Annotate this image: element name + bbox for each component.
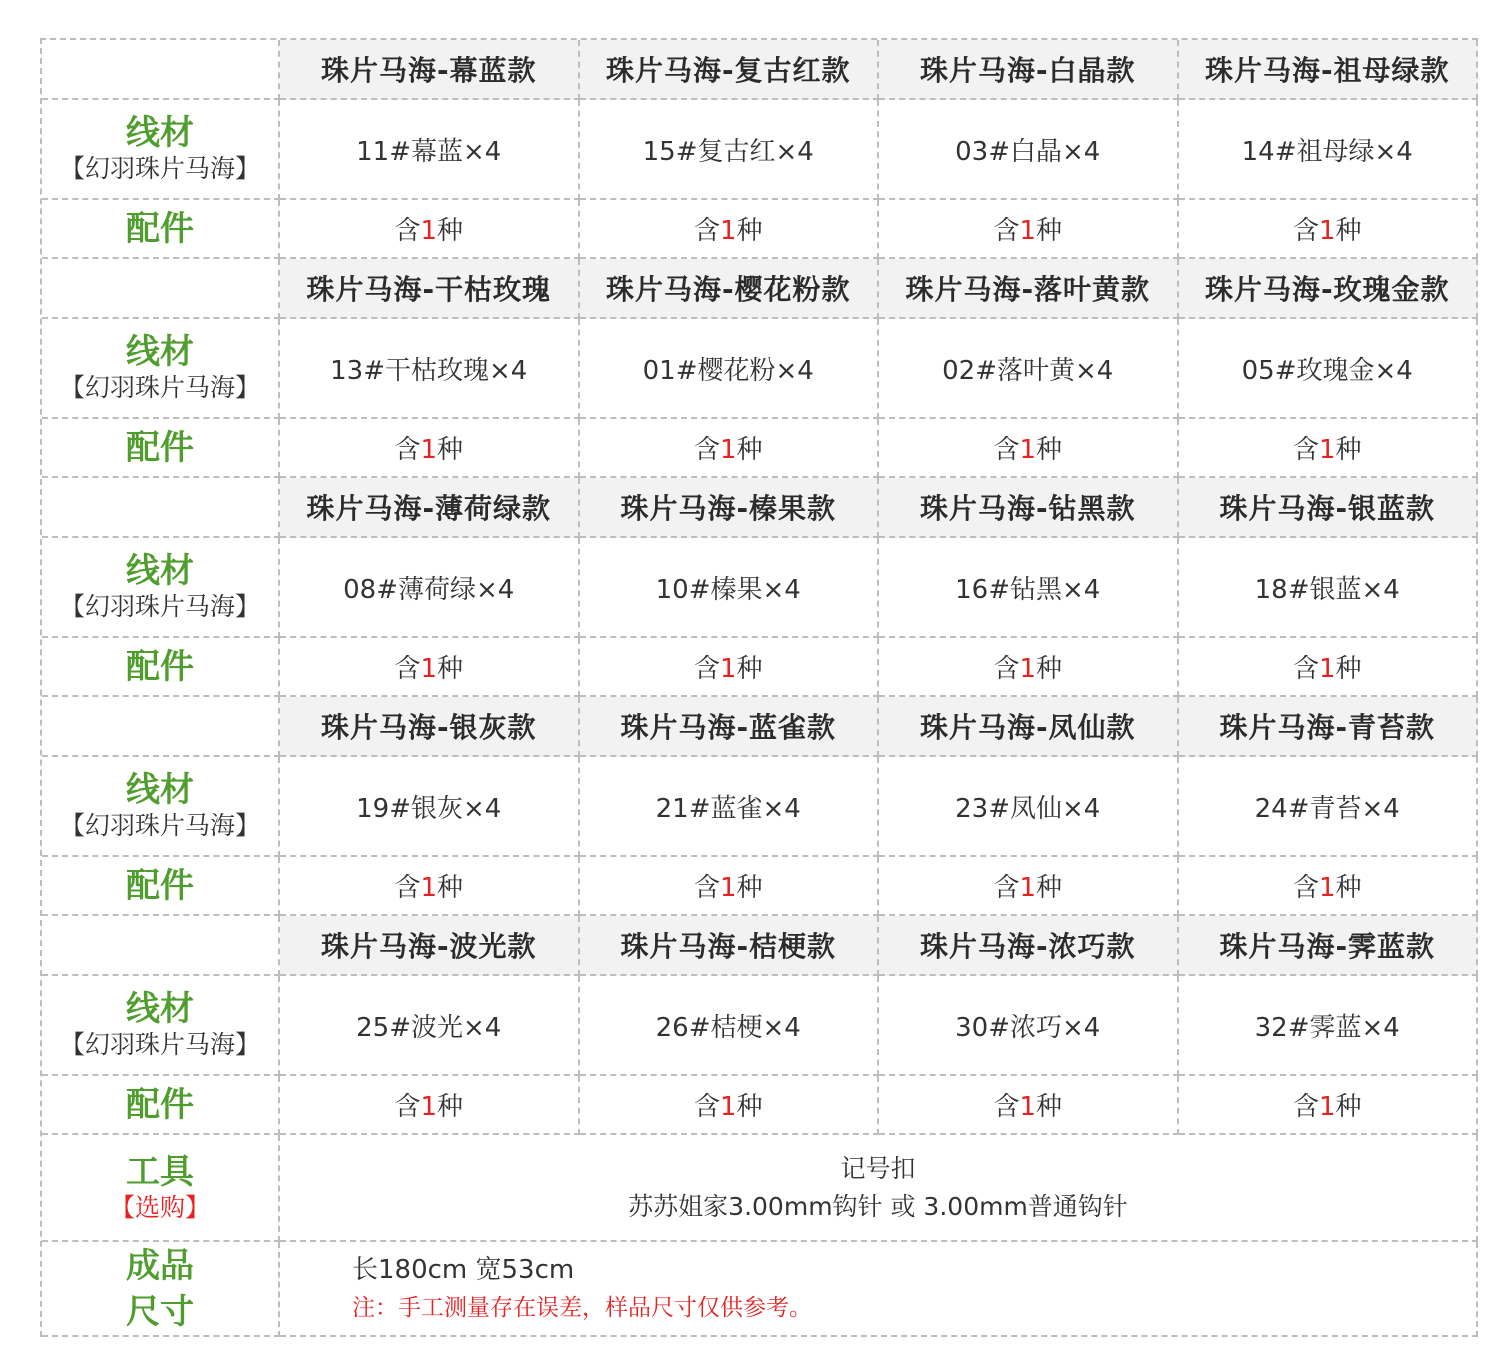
accessory-prefix: 含 — [993, 435, 1020, 465]
accessory-value — [394, 867, 463, 904]
thread-cell — [1179, 100, 1479, 200]
accessory-suffix: 种 — [1335, 873, 1362, 903]
accessory-count: 1 — [719, 1092, 737, 1122]
thread-row — [42, 319, 1478, 419]
accessory-suffix: 种 — [1036, 654, 1063, 684]
accessory-prefix: 含 — [1292, 216, 1319, 246]
thread-value: 13#干枯玫瑰×4 — [330, 355, 528, 386]
accessory-label: 配件 — [126, 427, 194, 468]
size-note: 注：手工测量存在误差，样品尺寸仅供参考。 — [352, 1294, 812, 1321]
accessory-prefix: 含 — [394, 873, 421, 903]
product-title: 珠片马海-蓝雀款 — [580, 697, 880, 757]
thread-cell — [580, 757, 880, 857]
accessory-label-cell — [42, 1076, 280, 1135]
tool-row — [42, 1135, 1478, 1242]
thread-value: 21#蓝雀×4 — [655, 793, 801, 824]
size-cell — [280, 1242, 1478, 1337]
accessory-prefix: 含 — [693, 435, 720, 465]
accessory-suffix: 种 — [736, 216, 763, 246]
product-title: 珠片马海-银灰款 — [280, 697, 580, 757]
accessory-row — [42, 419, 1478, 478]
accessory-value — [694, 648, 763, 685]
thread-cell — [280, 538, 580, 638]
accessory-cell — [879, 857, 1179, 916]
accessory-prefix: 含 — [993, 654, 1020, 684]
accessory-suffix: 种 — [1036, 216, 1063, 246]
accessory-count: 1 — [1318, 435, 1336, 465]
title-row — [42, 697, 1478, 757]
accessory-suffix: 种 — [437, 1092, 464, 1122]
thread-cell — [879, 976, 1179, 1076]
tool-label-cell — [42, 1135, 280, 1242]
accessory-cell — [280, 1076, 580, 1135]
thread-value: 02#落叶黄×4 — [942, 355, 1114, 386]
accessory-count: 1 — [719, 873, 737, 903]
empty-corner-cell — [42, 478, 280, 538]
accessory-row — [42, 638, 1478, 697]
accessory-cell — [1179, 200, 1479, 259]
title-row — [42, 259, 1478, 319]
size-label-cell — [42, 1242, 280, 1337]
thread-label-cell — [42, 757, 280, 857]
thread-cell — [879, 319, 1179, 419]
thread-cell — [580, 538, 880, 638]
thread-value: 25#波光×4 — [356, 1012, 502, 1043]
thread-cell — [280, 757, 580, 857]
accessory-count: 1 — [719, 435, 737, 465]
accessory-suffix: 种 — [437, 435, 464, 465]
accessory-count: 1 — [1019, 873, 1037, 903]
thread-cell — [280, 100, 580, 200]
accessory-cell — [580, 200, 880, 259]
tool-item-marker: 记号扣 — [840, 1153, 916, 1183]
size-row — [42, 1242, 1478, 1337]
tool-label: 工具 — [126, 1151, 194, 1192]
accessory-count: 1 — [1318, 654, 1336, 684]
thread-cell — [879, 100, 1179, 200]
accessory-cell — [580, 857, 880, 916]
accessory-cell — [1179, 857, 1479, 916]
product-title: 珠片马海-玫瑰金款 — [1179, 259, 1479, 319]
accessory-count: 1 — [719, 654, 737, 684]
thread-cell — [580, 100, 880, 200]
accessory-value — [694, 210, 763, 247]
thread-label: 线材 — [126, 770, 194, 810]
thread-row — [42, 976, 1478, 1076]
accessory-label: 配件 — [126, 646, 194, 687]
thread-label-cell — [42, 538, 280, 638]
accessory-cell — [879, 1076, 1179, 1135]
thread-value: 08#薄荷绿×4 — [343, 574, 515, 605]
thread-sublabel: 【幻羽珠片马海】 — [59, 1030, 260, 1059]
accessory-prefix: 含 — [693, 216, 720, 246]
product-title: 珠片马海-银蓝款 — [1179, 478, 1479, 538]
product-title: 珠片马海-幕蓝款 — [280, 40, 580, 100]
product-title: 珠片马海-白晶款 — [879, 40, 1179, 100]
product-title: 珠片马海-落叶黄款 — [879, 259, 1179, 319]
product-title: 珠片马海-浓巧款 — [879, 916, 1179, 976]
accessory-value — [1293, 648, 1362, 685]
thread-value: 16#钻黑×4 — [955, 574, 1101, 605]
accessory-count: 1 — [420, 654, 438, 684]
accessory-count: 1 — [420, 435, 438, 465]
thread-value: 14#祖母绿×4 — [1241, 136, 1413, 167]
accessory-value — [1293, 1086, 1362, 1123]
accessory-prefix: 含 — [993, 216, 1020, 246]
accessory-label: 配件 — [126, 208, 194, 249]
thread-label: 线材 — [126, 989, 194, 1029]
accessory-value — [394, 1086, 463, 1123]
accessory-suffix: 种 — [1036, 873, 1063, 903]
accessory-value — [993, 210, 1062, 247]
accessory-count: 1 — [1019, 1092, 1037, 1122]
accessory-prefix: 含 — [1292, 435, 1319, 465]
accessory-count: 1 — [420, 1092, 438, 1122]
accessory-suffix: 种 — [736, 873, 763, 903]
empty-corner-cell — [42, 40, 280, 100]
thread-value: 15#复古红×4 — [642, 136, 814, 167]
product-title: 珠片马海-复古红款 — [580, 40, 880, 100]
thread-row — [42, 757, 1478, 857]
accessory-count: 1 — [1019, 216, 1037, 246]
accessory-cell — [1179, 1076, 1479, 1135]
accessory-label-cell — [42, 200, 280, 259]
thread-row — [42, 100, 1478, 200]
accessory-count: 1 — [1318, 216, 1336, 246]
thread-cell — [879, 538, 1179, 638]
thread-value: 26#桔梗×4 — [655, 1012, 801, 1043]
accessory-suffix: 种 — [1335, 654, 1362, 684]
accessory-suffix: 种 — [1036, 1092, 1063, 1122]
accessory-prefix: 含 — [394, 1092, 421, 1122]
accessory-suffix: 种 — [437, 873, 464, 903]
accessory-prefix: 含 — [693, 654, 720, 684]
thread-value: 18#银蓝×4 — [1254, 574, 1400, 605]
accessory-suffix: 种 — [1335, 1092, 1362, 1122]
accessory-suffix: 种 — [1335, 216, 1362, 246]
accessory-value — [694, 867, 763, 904]
thread-value: 30#浓巧×4 — [955, 1012, 1101, 1043]
title-row — [42, 478, 1478, 538]
product-title: 珠片马海-樱花粉款 — [580, 259, 880, 319]
thread-label-cell — [42, 319, 280, 419]
thread-sublabel: 【幻羽珠片马海】 — [59, 592, 260, 621]
product-title: 珠片马海-薄荷绿款 — [280, 478, 580, 538]
accessory-prefix: 含 — [693, 1092, 720, 1122]
thread-row — [42, 538, 1478, 638]
thread-cell — [580, 976, 880, 1076]
accessory-cell — [280, 419, 580, 478]
product-title: 珠片马海-青苔款 — [1179, 697, 1479, 757]
tool-cell — [280, 1135, 1478, 1242]
accessory-count: 1 — [420, 216, 438, 246]
accessory-prefix: 含 — [693, 873, 720, 903]
accessory-value — [993, 1086, 1062, 1123]
thread-label: 线材 — [126, 113, 194, 153]
thread-cell — [1179, 976, 1479, 1076]
accessory-suffix: 种 — [437, 654, 464, 684]
thread-cell — [280, 976, 580, 1076]
accessory-count: 1 — [1318, 1092, 1336, 1122]
thread-cell — [1179, 538, 1479, 638]
thread-cell — [879, 757, 1179, 857]
accessory-value — [1293, 429, 1362, 466]
title-row — [42, 916, 1478, 976]
product-title: 珠片马海-祖母绿款 — [1179, 40, 1479, 100]
accessory-value — [694, 429, 763, 466]
thread-value: 01#樱花粉×4 — [642, 355, 814, 386]
size-content — [280, 1251, 1476, 1327]
accessory-cell — [879, 419, 1179, 478]
accessory-suffix: 种 — [736, 654, 763, 684]
accessory-value — [993, 867, 1062, 904]
accessory-suffix: 种 — [437, 216, 464, 246]
product-title: 珠片马海-凤仙款 — [879, 697, 1179, 757]
accessory-prefix: 含 — [394, 216, 421, 246]
thread-value: 11#幕蓝×4 — [356, 136, 502, 167]
thread-cell — [1179, 757, 1479, 857]
thread-cell — [280, 319, 580, 419]
tool-item-hook: 苏苏姐家3.00mm钩针 或 3.00mm普通钩针 — [628, 1191, 1128, 1221]
accessory-suffix: 种 — [1335, 435, 1362, 465]
accessory-label-cell — [42, 857, 280, 916]
accessory-label-cell — [42, 419, 280, 478]
empty-corner-cell — [42, 259, 280, 319]
accessory-cell — [280, 200, 580, 259]
product-title: 珠片马海-钻黑款 — [879, 478, 1179, 538]
thread-sublabel: 【幻羽珠片马海】 — [59, 154, 260, 183]
thread-label: 线材 — [126, 332, 194, 372]
accessory-count: 1 — [1019, 435, 1037, 465]
empty-corner-cell — [42, 916, 280, 976]
accessory-cell — [1179, 419, 1479, 478]
accessory-cell — [879, 638, 1179, 697]
accessory-row — [42, 857, 1478, 916]
accessory-cell — [1179, 638, 1479, 697]
product-title: 珠片马海-干枯玫瑰 — [280, 259, 580, 319]
accessory-suffix: 种 — [736, 1092, 763, 1122]
size-dimensions: 长180cm 宽53cm — [352, 1254, 575, 1285]
accessory-value — [993, 648, 1062, 685]
accessory-count: 1 — [1019, 654, 1037, 684]
accessory-label-cell — [42, 638, 280, 697]
empty-corner-cell — [42, 697, 280, 757]
accessory-prefix: 含 — [993, 873, 1020, 903]
product-spec-table — [40, 38, 1478, 1337]
accessory-prefix: 含 — [1292, 1092, 1319, 1122]
accessory-count: 1 — [719, 216, 737, 246]
accessory-suffix: 种 — [1036, 435, 1063, 465]
title-row — [42, 40, 1478, 100]
thread-value: 10#榛果×4 — [655, 574, 801, 605]
accessory-cell — [280, 638, 580, 697]
accessory-cell — [879, 200, 1179, 259]
accessory-label: 配件 — [126, 1084, 194, 1125]
accessory-prefix: 含 — [993, 1092, 1020, 1122]
accessory-value — [1293, 210, 1362, 247]
accessory-row — [42, 200, 1478, 259]
thread-value: 05#玫瑰金×4 — [1241, 355, 1413, 386]
thread-value: 03#白晶×4 — [955, 136, 1101, 167]
accessory-count: 1 — [420, 873, 438, 903]
accessory-count: 1 — [1318, 873, 1336, 903]
thread-label-cell — [42, 100, 280, 200]
accessory-cell — [580, 638, 880, 697]
accessory-cell — [280, 857, 580, 916]
product-title: 珠片马海-波光款 — [280, 916, 580, 976]
accessory-value — [394, 429, 463, 466]
thread-value: 24#青苔×4 — [1254, 793, 1400, 824]
size-label-line2: 尺寸 — [126, 1291, 194, 1332]
thread-sublabel: 【幻羽珠片马海】 — [59, 811, 260, 840]
accessory-label: 配件 — [126, 865, 194, 906]
accessory-value — [394, 210, 463, 247]
product-title: 珠片马海-桔梗款 — [580, 916, 880, 976]
thread-label-cell — [42, 976, 280, 1076]
tool-sublabel: 【选购】 — [109, 1192, 210, 1222]
accessory-prefix: 含 — [394, 435, 421, 465]
thread-value: 23#凤仙×4 — [955, 793, 1101, 824]
thread-label: 线材 — [126, 551, 194, 591]
accessory-prefix: 含 — [1292, 654, 1319, 684]
thread-value: 32#霁蓝×4 — [1254, 1012, 1400, 1043]
accessory-prefix: 含 — [394, 654, 421, 684]
accessory-value — [394, 648, 463, 685]
product-title: 珠片马海-榛果款 — [580, 478, 880, 538]
accessory-prefix: 含 — [1292, 873, 1319, 903]
accessory-value — [1293, 867, 1362, 904]
accessory-suffix: 种 — [736, 435, 763, 465]
accessory-value — [993, 429, 1062, 466]
thread-value: 19#银灰×4 — [356, 793, 502, 824]
thread-cell — [1179, 319, 1479, 419]
accessory-cell — [580, 419, 880, 478]
thread-cell — [580, 319, 880, 419]
size-label-line1: 成品 — [126, 1245, 194, 1286]
accessory-row — [42, 1076, 1478, 1135]
product-title: 珠片马海-霁蓝款 — [1179, 916, 1479, 976]
thread-sublabel: 【幻羽珠片马海】 — [59, 373, 260, 402]
accessory-value — [694, 1086, 763, 1123]
accessory-cell — [580, 1076, 880, 1135]
